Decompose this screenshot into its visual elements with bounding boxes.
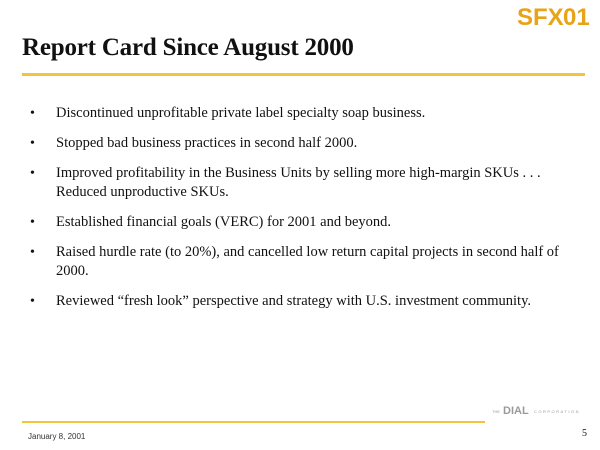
list-item: [30, 292, 570, 311]
dial-corporation-logo: [492, 403, 592, 417]
svg-text:DIAL: DIAL: [503, 405, 529, 417]
footer-date: January 8, 2001: [28, 432, 86, 441]
bullet-icon: •: [30, 136, 35, 151]
svg-text:CORPORATION: CORPORATION: [534, 409, 580, 414]
bullet-icon: •: [30, 166, 35, 181]
title-divider: [22, 73, 585, 76]
sfx01-logo: [515, 3, 590, 31]
bullet-text: Improved profitability in the Business Units by selling more high-margin SKUs . . . Reduced unproductive SKUs.: [56, 165, 541, 200]
bullet-icon: •: [30, 294, 35, 309]
footer-divider: [22, 421, 485, 423]
bullet-text: Established financial goals (VERC) for 2001 and beyond.: [56, 214, 392, 230]
bullet-text: Reviewed “fresh look” perspective and strategy with U.S. investment community.: [56, 293, 532, 309]
bullet-icon: •: [30, 106, 35, 121]
bullet-icon: •: [30, 245, 35, 260]
list-item: [30, 134, 570, 153]
svg-text:SFX: SFX: [517, 4, 564, 31]
bullet-text: Discontinued unprofitable private label specialty soap business.: [56, 105, 426, 121]
bullet-icon: •: [30, 215, 35, 230]
page-number: 5: [582, 428, 587, 439]
list-item: [30, 104, 570, 123]
list-item: [30, 243, 570, 281]
svg-text:01: 01: [563, 4, 590, 31]
list-item: [30, 213, 570, 232]
bullet-list: [30, 104, 570, 322]
bullet-text: Stopped bad business practices in second half 2000.: [56, 135, 358, 151]
bullet-text: Raised hurdle rate (to 20%), and cancelled low return capital projects in second half of 2000.: [56, 244, 559, 279]
svg-text:THE: THE: [492, 409, 500, 414]
list-item: [30, 164, 570, 202]
page-title: Report Card Since August 2000: [22, 34, 354, 61]
